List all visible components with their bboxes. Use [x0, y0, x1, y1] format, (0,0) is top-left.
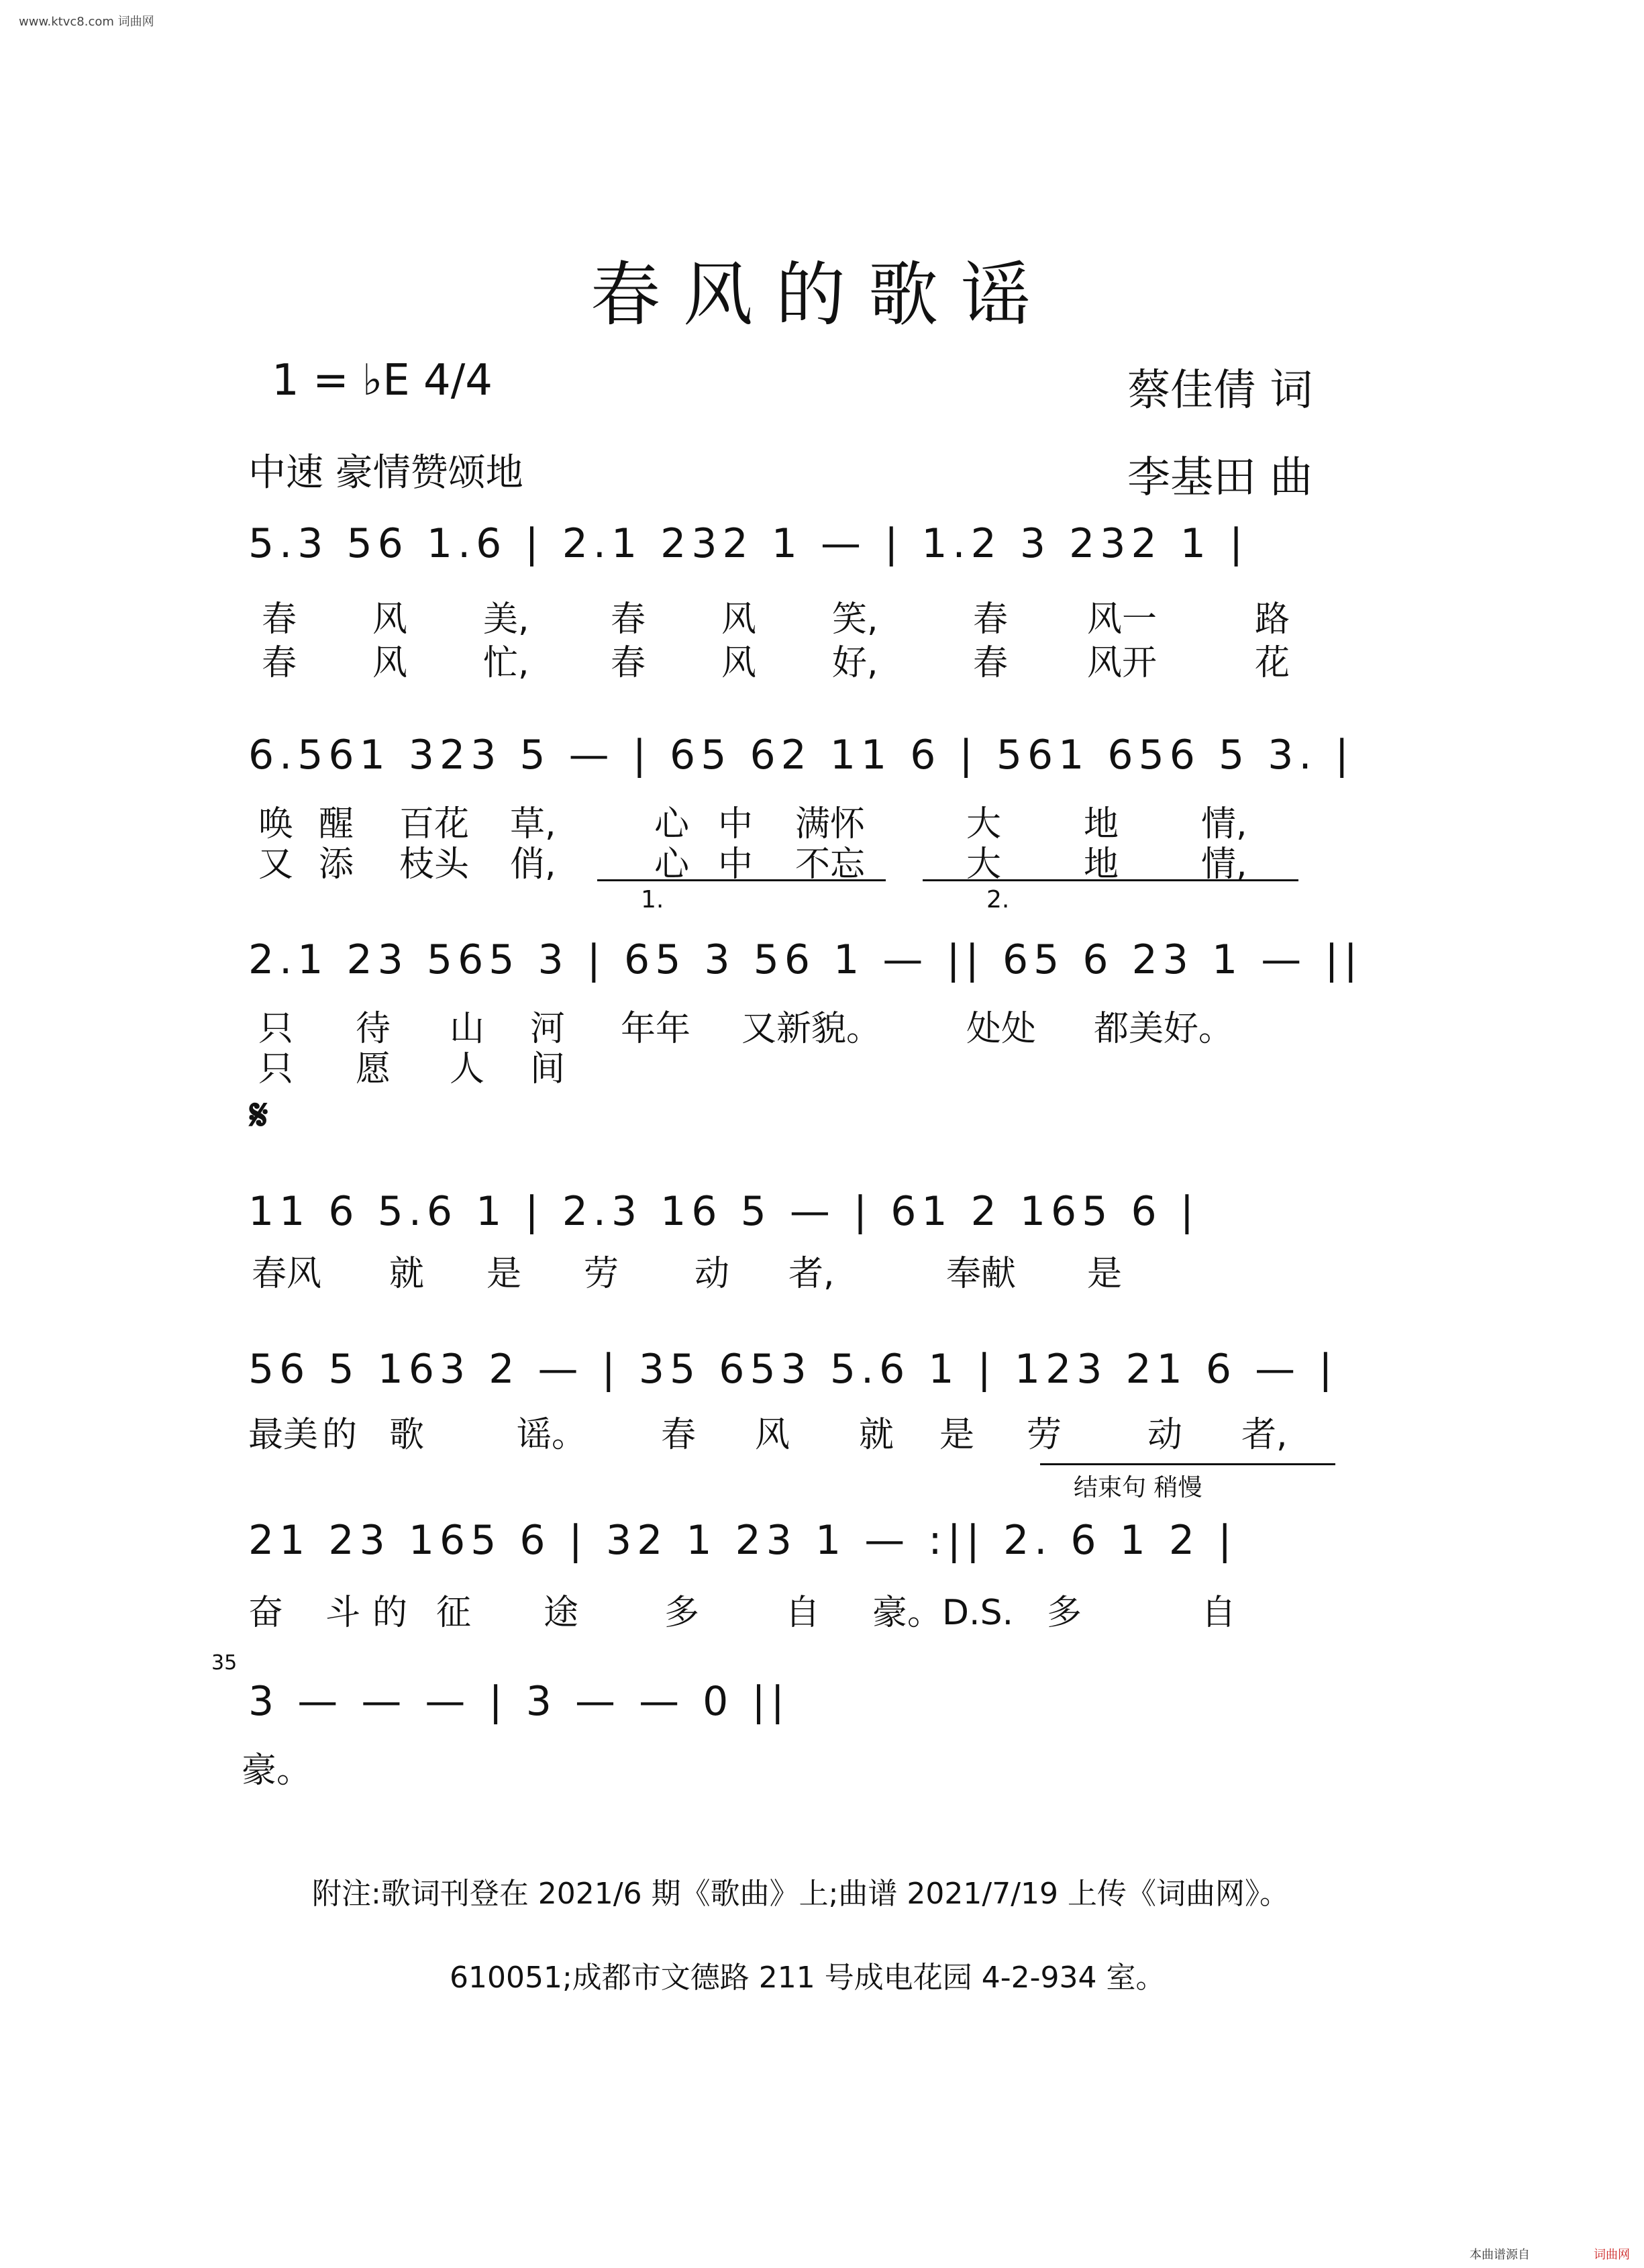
notation-line-2: 6.561 323 5 — | 65 62 11 6 | 561 656 5 3. |	[248, 732, 1354, 779]
lyric: 是	[1087, 1254, 1123, 1294]
lyric: 笑,	[832, 599, 878, 640]
lyric: 自	[1201, 1593, 1237, 1633]
lyric: 途	[544, 1593, 579, 1633]
lyric: 愿	[356, 1049, 391, 1089]
lyric: 处处	[966, 1009, 1037, 1049]
lyric: 春	[611, 599, 646, 640]
lyric: 是	[939, 1415, 975, 1455]
lyric: 只	[258, 1049, 294, 1089]
lyric: 谣。	[517, 1415, 587, 1455]
lyric: 地	[1084, 804, 1119, 844]
lyric: 奋	[248, 1593, 284, 1633]
lyric: 斗	[325, 1593, 361, 1633]
lyric: 只	[258, 1009, 294, 1049]
lyric: 忙,	[483, 643, 529, 683]
lyric: 豪。	[242, 1751, 312, 1791]
lyric: 风	[755, 1415, 790, 1455]
lyric: 醒	[319, 804, 354, 844]
lyric: 大	[966, 844, 1002, 885]
lyric: 好,	[832, 643, 878, 683]
lyric: 风	[372, 599, 408, 640]
second-ending-label: 2.	[986, 886, 1010, 914]
lyric: 路	[1255, 599, 1290, 640]
lyric: 人	[450, 1049, 485, 1089]
lyric: 最美	[248, 1415, 319, 1455]
lyric: 春	[611, 643, 646, 683]
footer-site-link[interactable]: 词曲网	[1594, 2248, 1630, 2262]
key-signature: 1 = ♭E 4/4	[272, 356, 493, 405]
lyric: 劳	[584, 1254, 619, 1294]
lyric: 唤	[258, 804, 294, 844]
lyric: 豪。D.S.	[872, 1593, 1014, 1633]
lyric: 不忘	[795, 844, 866, 885]
second-ending-bracket	[923, 879, 1298, 881]
publication-note: 附注:歌词刊登在 2021/6 期《歌曲》上;曲谱 2021/7/19 上传《词曲网》。	[312, 1877, 1289, 1911]
grace-notes: 35	[211, 1651, 238, 1675]
lyric: 间	[530, 1049, 566, 1089]
lyric: 中	[718, 804, 754, 844]
lyric: 俏,	[510, 844, 556, 885]
lyric: 又新貌。	[741, 1009, 882, 1049]
lyric: 心	[654, 844, 690, 885]
segno-sign: 𝄋	[250, 1091, 268, 1140]
lyric: 年年	[621, 1009, 691, 1049]
lyric: 春	[262, 643, 297, 683]
lyric: 风	[721, 599, 757, 640]
lyric: 山	[450, 1009, 485, 1049]
first-ending-label: 1.	[641, 886, 664, 914]
lyric: 草,	[510, 804, 556, 844]
lyric: 满怀	[795, 804, 866, 844]
notation-line-7: 3 — — — | 3 — — 0 ||	[248, 1678, 790, 1725]
lyric: 征	[436, 1593, 472, 1633]
contact-address: 610051;成都市文德路 211 号成电花园 4-2-934 室。	[450, 1961, 1166, 1995]
lyric: 春	[661, 1415, 697, 1455]
lyric: 风	[372, 643, 408, 683]
lyric: 劳	[1027, 1415, 1062, 1455]
song-title: 春风的歌谣	[590, 254, 1054, 336]
coda-ending-bracket	[1040, 1463, 1335, 1465]
lyric: 都美好。	[1094, 1009, 1234, 1049]
lyric: 美,	[483, 599, 529, 640]
lyric: 中	[718, 844, 754, 885]
first-ending-bracket	[597, 879, 886, 881]
lyric: 动	[695, 1254, 730, 1294]
lyric: 是	[486, 1254, 522, 1294]
site-watermark: www.ktvc8.com 词曲网	[19, 15, 154, 29]
lyric: 春	[262, 599, 297, 640]
lyricist-credit: 蔡佳倩 词	[1127, 366, 1313, 415]
lyric: 风开	[1087, 643, 1158, 683]
lyric: 的	[372, 1593, 408, 1633]
lyric: 风一	[1087, 599, 1158, 640]
lyric: 多	[1047, 1593, 1082, 1633]
lyric: 情,	[1201, 844, 1247, 885]
lyric: 者,	[1241, 1415, 1288, 1455]
lyric: 春风	[252, 1254, 322, 1294]
lyric: 河	[530, 1009, 566, 1049]
lyric: 待	[356, 1009, 391, 1049]
lyric: 春	[973, 643, 1009, 683]
lyric: 春	[973, 599, 1009, 640]
footer-source-label: 本曲谱源自	[1470, 2248, 1530, 2262]
lyric: 又	[258, 844, 294, 885]
lyric: 就	[389, 1254, 425, 1294]
coda-ending-label: 结束句 稍慢	[1074, 1474, 1202, 1501]
tempo-marking: 中速 豪情赞颂地	[248, 451, 523, 495]
notation-line-3: 2.1 23 565 3 | 65 3 56 1 — || 65 6 23 1 — ||	[248, 936, 1363, 983]
lyric: 百花	[399, 804, 470, 844]
notation-line-4: 11 6 5.6 1 | 2.3 16 5 — | 61 2 165 6 |	[248, 1188, 1199, 1235]
lyric: 花	[1255, 643, 1290, 683]
lyric: 歌	[389, 1415, 425, 1455]
lyric: 枝头	[399, 844, 470, 885]
notation-line-1: 5.3 56 1.6 | 2.1 232 1 — | 1.2 3 232 1 |	[248, 520, 1249, 567]
lyric: 地	[1084, 844, 1119, 885]
lyric: 者,	[788, 1254, 835, 1294]
lyric: 的	[322, 1415, 358, 1455]
lyric: 就	[859, 1415, 894, 1455]
lyric: 情,	[1201, 804, 1247, 844]
lyric: 添	[319, 844, 354, 885]
lyric: 心	[654, 804, 690, 844]
notation-line-6: 21 23 165 6 | 32 1 23 1 — :|| 2. 6 1 2 |	[248, 1517, 1237, 1564]
lyric: 多	[664, 1593, 700, 1633]
lyric: 自	[785, 1593, 821, 1633]
lyric: 奉献	[946, 1254, 1017, 1294]
lyric: 动	[1147, 1415, 1183, 1455]
composer-credit: 李基田 曲	[1127, 453, 1313, 503]
lyric: 风	[721, 643, 757, 683]
notation-line-5: 56 5 163 2 — | 35 653 5.6 1 | 123 21 6 — |	[248, 1346, 1338, 1393]
lyric: 大	[966, 804, 1002, 844]
